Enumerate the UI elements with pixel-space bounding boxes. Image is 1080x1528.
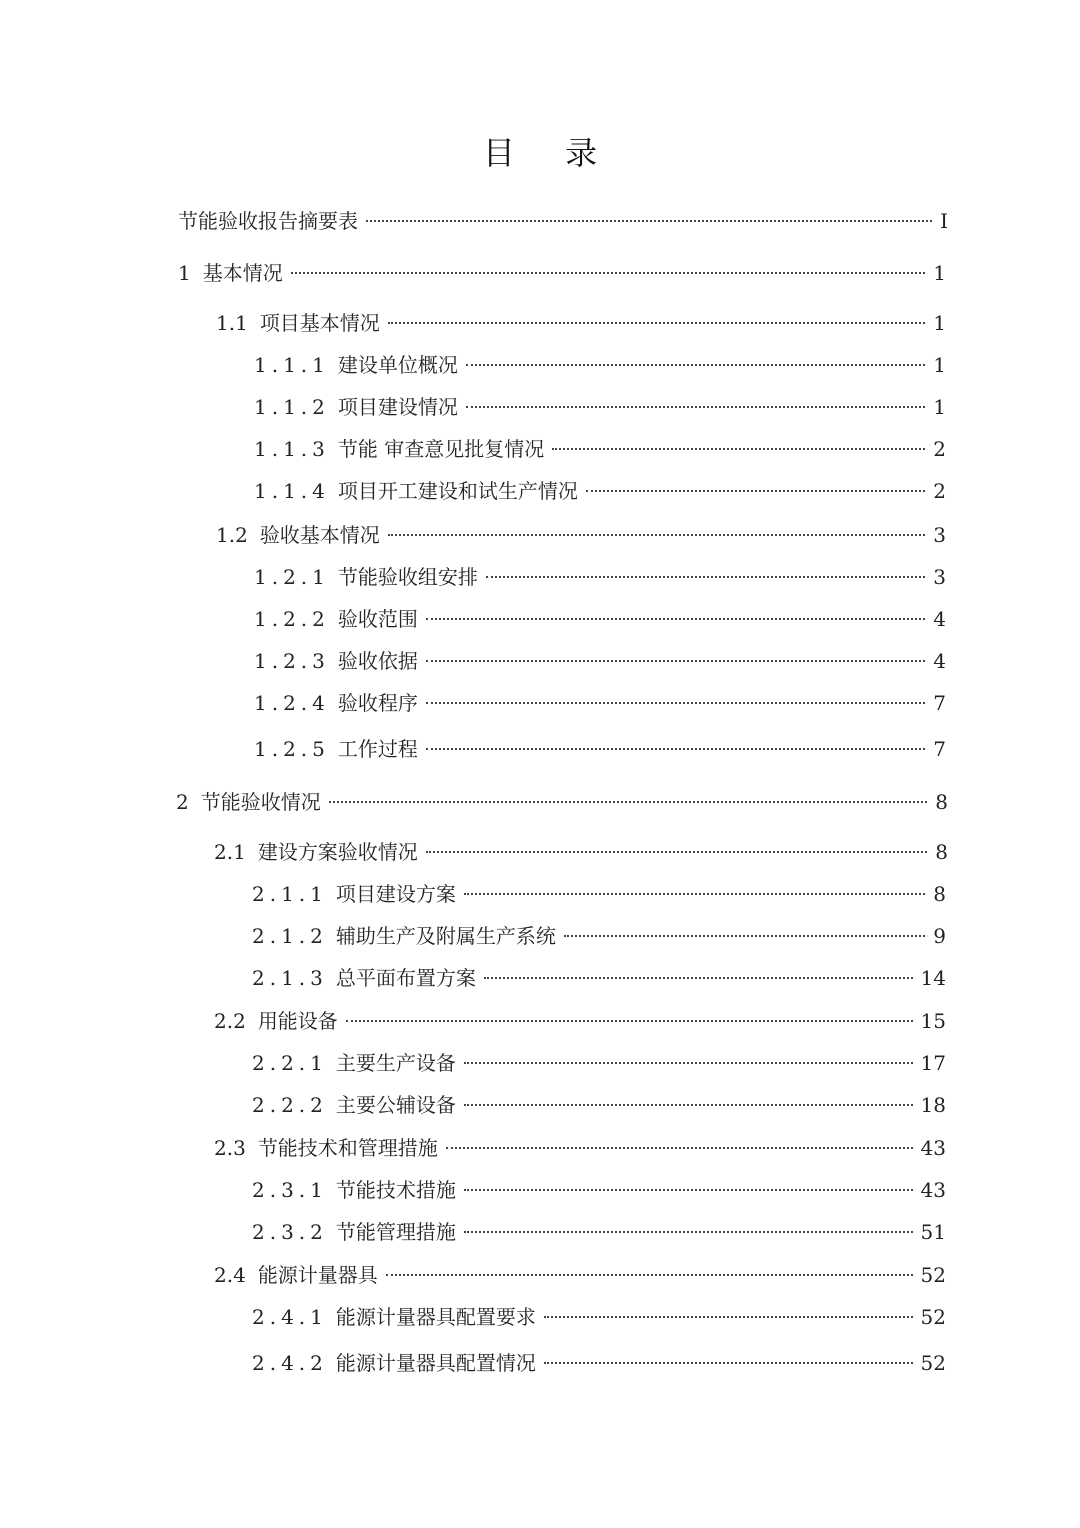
toc-page-number: 8 xyxy=(935,840,948,864)
toc-dot-leader xyxy=(426,851,927,853)
toc-page-number: 43 xyxy=(920,1136,946,1160)
toc-entry[interactable] xyxy=(252,1048,946,1078)
toc-dot-leader xyxy=(291,272,926,274)
toc-dot-leader xyxy=(464,893,925,895)
toc-number: 2.4.2 xyxy=(252,1351,328,1375)
toc-dot-leader xyxy=(464,1104,913,1106)
toc-number: 1.1.2 xyxy=(254,395,330,419)
toc-dot-leader xyxy=(466,364,925,366)
toc-label: 用能设备 xyxy=(257,1009,338,1033)
toc-entry[interactable] xyxy=(176,787,948,817)
toc-page-number: 51 xyxy=(920,1220,946,1244)
toc-label: 建设方案验收情况 xyxy=(257,840,418,864)
toc-dot-leader xyxy=(484,977,913,979)
toc-dot-leader xyxy=(388,322,925,324)
toc-dot-leader xyxy=(544,1362,913,1364)
toc-entry[interactable] xyxy=(254,562,946,592)
toc-label: 项目开工建设和试生产情况 xyxy=(337,479,578,503)
toc-entry[interactable] xyxy=(252,1090,946,1120)
toc-entry[interactable] xyxy=(252,1175,946,1205)
toc-entry[interactable] xyxy=(254,392,946,422)
toc-entry[interactable] xyxy=(254,434,946,464)
toc-number: 2.3.1 xyxy=(252,1178,328,1202)
toc-number: 2.1 xyxy=(214,840,246,864)
toc-page-number: 18 xyxy=(920,1093,946,1117)
toc-number: 2.1.2 xyxy=(252,924,328,948)
toc-entry[interactable] xyxy=(216,308,946,338)
toc-entry[interactable] xyxy=(254,646,946,676)
toc-number: 1.2.3 xyxy=(254,649,330,673)
toc-dot-leader xyxy=(388,534,925,536)
toc-label: 能源计量器具配置情况 xyxy=(335,1351,536,1375)
toc-label: 验收范围 xyxy=(337,607,418,631)
toc-page-number: 3 xyxy=(933,523,946,547)
toc-label: 主要生产设备 xyxy=(335,1051,456,1075)
toc-label: 节能验收情况 xyxy=(200,790,321,814)
toc-dot-leader xyxy=(426,660,925,662)
toc-number: 2.3.2 xyxy=(252,1220,328,1244)
toc-entry[interactable] xyxy=(214,1133,946,1163)
toc-number: 2.1.1 xyxy=(252,882,328,906)
toc-entry[interactable] xyxy=(214,1260,946,1290)
toc-dot-leader xyxy=(386,1274,913,1276)
toc-page-number: 14 xyxy=(920,966,946,990)
toc-number: 2.3 xyxy=(214,1136,246,1160)
toc-entry[interactable] xyxy=(254,350,946,380)
toc-page-number: 1 xyxy=(933,261,946,285)
toc-number: 1.2.2 xyxy=(254,607,330,631)
toc-entry[interactable] xyxy=(252,1217,946,1247)
toc-number: 2.4 xyxy=(214,1263,246,1287)
toc-dot-leader xyxy=(552,448,925,450)
toc-label: 能源计量器具 xyxy=(257,1263,378,1287)
toc-entry[interactable] xyxy=(254,734,946,764)
toc-number: 2 xyxy=(176,790,189,814)
toc-label: 验收程序 xyxy=(337,691,418,715)
toc-page-number: 52 xyxy=(920,1351,946,1375)
toc-entry[interactable] xyxy=(252,963,946,993)
toc-dot-leader xyxy=(564,935,925,937)
toc-entry[interactable] xyxy=(252,1348,946,1378)
toc-label: 总平面布置方案 xyxy=(335,966,476,990)
toc-page-number: 43 xyxy=(920,1178,946,1202)
toc-page-number: 7 xyxy=(933,691,946,715)
toc-entry[interactable] xyxy=(254,604,946,634)
toc-dot-leader xyxy=(464,1062,913,1064)
toc-number: 1.2 xyxy=(216,523,248,547)
toc-label: 基本情况 xyxy=(202,261,283,285)
toc-page-number: 4 xyxy=(933,607,946,631)
toc-label: 项目基本情况 xyxy=(259,311,380,335)
toc-dot-leader xyxy=(466,406,925,408)
toc-dot-leader xyxy=(426,618,925,620)
toc-number: 1.1 xyxy=(216,311,248,335)
toc-page-number: I xyxy=(940,209,948,233)
toc-label: 主要公辅设备 xyxy=(335,1093,456,1117)
toc-page-number: 52 xyxy=(920,1305,946,1329)
toc-entry[interactable] xyxy=(254,688,946,718)
toc-entry[interactable] xyxy=(178,206,948,236)
toc-page-number: 1 xyxy=(933,311,946,335)
toc-label: 验收依据 xyxy=(337,649,418,673)
toc-number: 2.1.3 xyxy=(252,966,328,990)
toc-dot-leader xyxy=(346,1020,913,1022)
toc-label: 项目建设情况 xyxy=(337,395,458,419)
toc-page-number: 2 xyxy=(933,437,946,461)
toc-dot-leader xyxy=(586,490,925,492)
toc-dot-leader xyxy=(426,748,925,750)
toc-page-number: 3 xyxy=(933,565,946,589)
toc-label: 节能管理措施 xyxy=(335,1220,456,1244)
toc-number: 1.1.3 xyxy=(254,437,330,461)
toc-entry[interactable] xyxy=(178,258,946,288)
toc-number: 2.2.2 xyxy=(252,1093,328,1117)
toc-entry[interactable] xyxy=(216,520,946,550)
toc-page-number: 8 xyxy=(933,882,946,906)
toc-entry[interactable] xyxy=(214,837,948,867)
toc-page-number: 15 xyxy=(920,1009,946,1033)
toc-label: 建设单位概况 xyxy=(337,353,458,377)
page-title: 目 录 xyxy=(482,134,618,172)
toc-entry[interactable] xyxy=(252,1302,946,1332)
toc-number: 1.2.5 xyxy=(254,737,330,761)
toc-page-number: 17 xyxy=(920,1051,946,1075)
toc-page-number: 4 xyxy=(933,649,946,673)
toc-dot-leader xyxy=(329,801,928,803)
toc-dot-leader xyxy=(486,576,925,578)
toc-entry[interactable] xyxy=(252,921,946,951)
toc-number: 2.2.1 xyxy=(252,1051,328,1075)
toc-label: 节能验收报告摘要表 xyxy=(178,209,358,233)
toc-number: 1.2.1 xyxy=(254,565,330,589)
toc-number: 2.4.1 xyxy=(252,1305,328,1329)
toc-number: 1.1.4 xyxy=(254,479,330,503)
toc-label: 工作过程 xyxy=(337,737,418,761)
toc-page-number: 2 xyxy=(933,479,946,503)
toc-page-number: 8 xyxy=(935,790,948,814)
toc-page-number: 9 xyxy=(933,924,946,948)
toc-dot-leader xyxy=(464,1231,913,1233)
toc-label: 节能技术措施 xyxy=(335,1178,456,1202)
toc-label: 项目建设方案 xyxy=(335,882,456,906)
toc-dot-leader xyxy=(544,1316,913,1318)
toc-label: 能源计量器具配置要求 xyxy=(335,1305,536,1329)
toc-dot-leader xyxy=(446,1147,913,1149)
toc-label: 节能技术和管理措施 xyxy=(257,1136,438,1160)
toc-page-number: 52 xyxy=(920,1263,946,1287)
toc-label: 节能 审查意见批复情况 xyxy=(337,437,545,461)
toc-dot-leader xyxy=(366,220,932,222)
toc-label: 辅助生产及附属生产系统 xyxy=(335,924,556,948)
toc-dot-leader xyxy=(426,702,925,704)
toc-number: 1.2.4 xyxy=(254,691,330,715)
toc-number: 2.2 xyxy=(214,1009,246,1033)
toc-label: 验收基本情况 xyxy=(259,523,380,547)
toc-label: 节能验收组安排 xyxy=(337,565,478,589)
toc-dot-leader xyxy=(464,1189,913,1191)
toc-entry[interactable] xyxy=(254,476,946,506)
toc-entry[interactable] xyxy=(214,1006,946,1036)
toc-page-number: 1 xyxy=(933,353,946,377)
toc-number: 1 xyxy=(178,261,191,285)
toc-number: 1.1.1 xyxy=(254,353,330,377)
toc-page-number: 1 xyxy=(933,395,946,419)
toc-entry[interactable] xyxy=(252,879,946,909)
toc-page-number: 7 xyxy=(933,737,946,761)
